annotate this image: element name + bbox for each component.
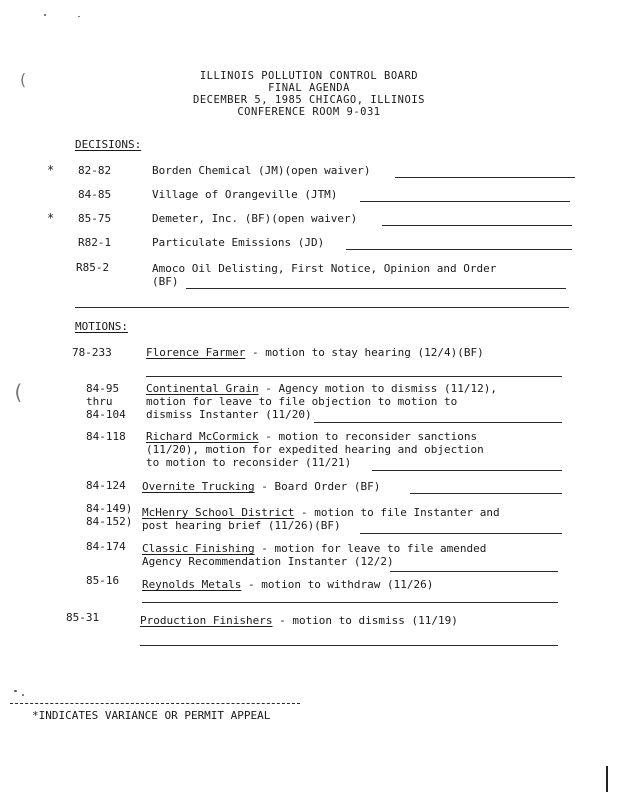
docket-number: 84-174 xyxy=(86,540,126,553)
motion-item xyxy=(146,382,497,395)
motion-item xyxy=(142,506,500,519)
motion-item xyxy=(146,430,477,443)
signature-line xyxy=(410,493,562,494)
signature-line xyxy=(372,470,562,471)
docket-number: 82-82 xyxy=(78,164,112,177)
decision-item: Borden Chemical (JM)(open waiver) xyxy=(152,164,371,177)
docket-number: 85-31 xyxy=(66,611,100,624)
motion-text: - motion to reconsider sanctions xyxy=(258,430,478,443)
agenda-room: CONFERENCE ROOM 9-031 xyxy=(237,106,381,118)
docket-number: 84-118 xyxy=(86,430,126,443)
signature-line xyxy=(346,249,572,250)
docket-number: 84-149) xyxy=(86,502,133,515)
docket-number: 78-233 xyxy=(72,346,112,359)
signature-line xyxy=(395,177,575,178)
footnote-rule xyxy=(10,703,300,704)
hole-punch-mark: ( xyxy=(18,70,28,89)
motion-party: Reynolds Metals xyxy=(142,578,242,591)
motion-text: - Board Order (BF) xyxy=(254,480,381,493)
docket-number: 85-16 xyxy=(86,574,120,587)
motion-text: - motion to file Instanter and xyxy=(294,506,500,519)
motion-text: - Agency motion to dismiss (11/12), xyxy=(258,382,498,395)
variance-star: * xyxy=(47,163,55,177)
decision-item: Village of Orangeville (JTM) xyxy=(152,188,338,201)
scan-speck xyxy=(22,694,24,696)
docket-number: 84-95 xyxy=(86,382,120,395)
docket-number: 85-75 xyxy=(78,212,112,225)
docket-number: 84-104 xyxy=(86,408,126,421)
motion-item xyxy=(142,480,380,493)
decision-item: Amoco Oil Delisting, First Notice, Opinion and Order xyxy=(152,262,497,275)
signature-line xyxy=(360,201,570,202)
motion-text-cont: Agency Recommendation Instanter (12/2) xyxy=(142,555,394,568)
motion-party: McHenry School District xyxy=(142,506,295,519)
footnote: *INDICATES VARIANCE OR PERMIT APPEAL xyxy=(32,709,271,722)
signature-line xyxy=(360,533,562,534)
docket-number: R85-2 xyxy=(76,261,110,274)
signature-line xyxy=(314,422,562,423)
signature-line xyxy=(390,571,558,572)
motion-party: Classic Finishing xyxy=(142,542,255,555)
decision-item: Demeter, Inc. (BF)(open waiver) xyxy=(152,212,358,225)
decision-item-cont: (BF) xyxy=(152,275,179,288)
motion-party: Production Finishers xyxy=(140,614,273,627)
docket-number: 84-152) xyxy=(86,515,133,528)
signature-line xyxy=(382,225,572,226)
docket-thru: thru xyxy=(86,395,113,408)
motion-text-cont: post hearing brief (11/26)(BF) xyxy=(142,519,341,532)
decisions-heading: DECISIONS: xyxy=(75,138,142,151)
motion-text-cont: to motion to reconsider (11/21) xyxy=(146,456,352,469)
motion-item xyxy=(140,614,458,627)
signature-line xyxy=(146,376,562,377)
motion-item xyxy=(142,542,486,555)
motion-text: - motion to stay hearing (12/4)(BF) xyxy=(245,346,484,359)
agenda-title: ILLINOIS POLLUTION CONTROL BOARD xyxy=(199,70,419,82)
decision-item: Particulate Emissions (JD) xyxy=(152,236,325,249)
docket-number: 84-85 xyxy=(78,188,112,201)
signature-line xyxy=(142,602,558,603)
agenda-subtitle: FINAL AGENDA xyxy=(268,82,350,94)
motion-party: Overnite Trucking xyxy=(142,480,255,493)
scan-speck xyxy=(44,14,46,16)
motions-heading: MOTIONS: xyxy=(75,320,128,333)
motion-text: - motion to dismiss (11/19) xyxy=(272,614,458,627)
hole-punch-mark: ( xyxy=(12,380,25,404)
motion-party: Richard McCormick xyxy=(146,430,259,443)
signature-line xyxy=(75,307,569,308)
variance-star: * xyxy=(47,211,55,225)
motion-text-cont: (11/20), motion for expedited hearing and objection xyxy=(146,443,484,456)
motion-text-cont: motion for leave to file objection to motion to xyxy=(146,395,458,408)
scan-speck xyxy=(78,16,80,17)
signature-line xyxy=(186,288,566,289)
docket-number: 84-124 xyxy=(86,479,126,492)
scan-edge-mark xyxy=(606,766,608,792)
scan-speck xyxy=(14,690,17,692)
motion-item xyxy=(142,578,433,591)
motion-item xyxy=(146,346,484,359)
motion-text: - motion to withdraw (11/26) xyxy=(241,578,434,591)
motion-text: - motion for leave to file amended xyxy=(254,542,487,555)
agenda-date-location: DECEMBER 5, 1985 CHICAGO, ILLINOIS xyxy=(193,94,425,106)
motion-party: Florence Farmer xyxy=(146,346,246,359)
motion-party: Continental Grain xyxy=(146,382,259,395)
docket-number: R82-1 xyxy=(78,236,112,249)
motion-text-cont: dismiss Instanter (11/20) xyxy=(146,408,312,421)
signature-line xyxy=(140,645,558,646)
